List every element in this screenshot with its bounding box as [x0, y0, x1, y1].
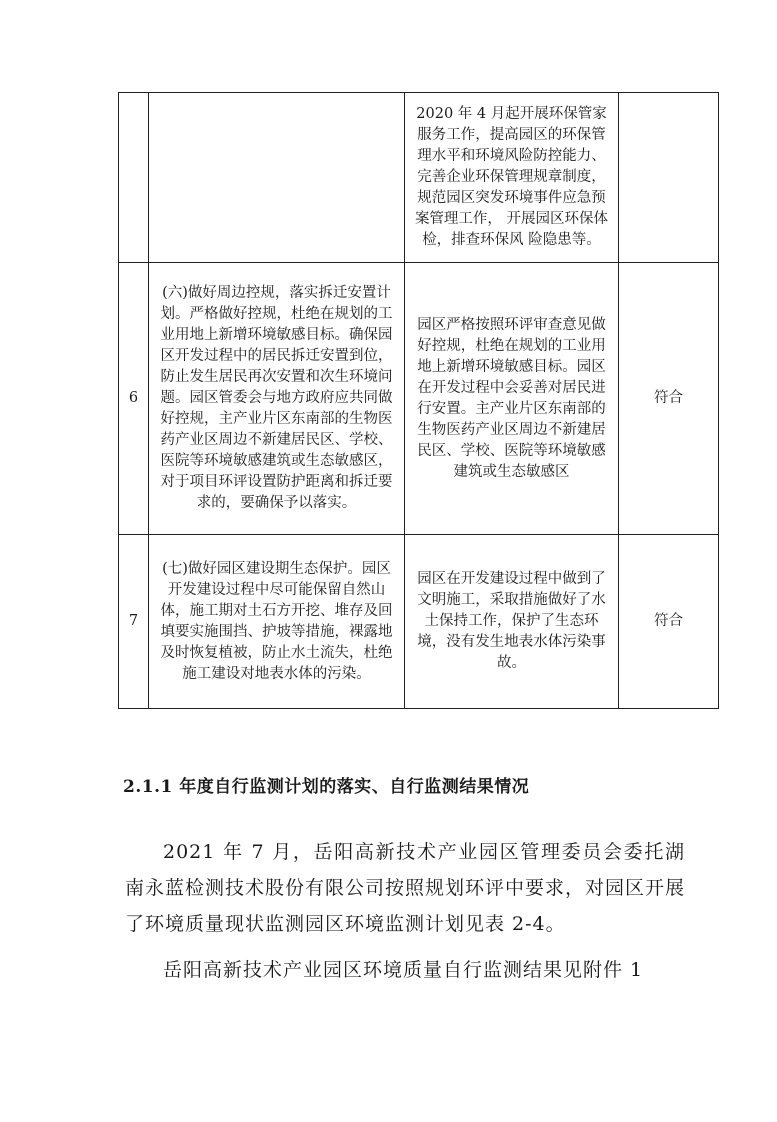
- result-cell: [619, 93, 719, 263]
- table-row: [119, 93, 719, 263]
- result-cell: 符合: [619, 263, 719, 535]
- row-number: 6: [119, 263, 149, 535]
- body-paragraph: 2021 年 7 月，岳阳高新技术产业园区管理委员会委托湖南永蓝检测技术股份有限公司按照规划环评中要求，对园区开展了环境质量现状监测园区环境监测计划见表 2-4。: [125, 841, 686, 935]
- row-number: 7: [119, 535, 149, 709]
- body-paragraph: 岳阳高新技术产业园区环境质量自行监测结果见附件 1: [163, 959, 644, 981]
- implementation-cell: 园区严格按照环评审查意见做好控规，杜绝在规划的工业用地上新增环境敏感目标。园区在开发过程中会妥善对居民进行安置。主产业片区东南部的生物医药产业区周边不新建居民区、学校、医院等环境敏感建筑或生态敏感区: [405, 263, 619, 535]
- section-heading: 2.1.1 年度自行监测计划的落实、自行监测结果情况: [123, 777, 530, 797]
- requirement-cell: (六)做好周边控规，落实拆迁安置计划。严格做好控规，杜绝在规划的工业用地上新增环境敏感目标。确保园区开发过程中的居民拆迁安置到位，防止发生居民再次安置和次生环境问题。园区管委会与地方政府应共同做好控规，主产业片区东南部的生物医药产业区周边不新建居民区、学校、医院等环境敏感建筑或生态敏感区，对于项目环评设置防护距离和拆迁要求的，要确保予以落实。: [149, 263, 405, 535]
- implementation-cell: 园区在开发建设过程中做到了文明施工，采取措施做好了水土保持工作，保护了生态环境，没有发生地表水体污染事故。: [405, 535, 619, 709]
- row-number: [119, 93, 149, 263]
- requirement-cell: (七)做好园区建设期生态保护。园区开发建设过程中尽可能保留自然山体，施工期对土石方开挖、堆存及回填要实施围挡、护坡等措施，裸露地及时恢复植被，防止水土流失，杜绝施工建设对地表水体的污染。: [149, 535, 405, 709]
- implementation-cell: 2020 年 4 月起开展环保管家服务工作，提高园区的环保管理水平和环境风险防控能力、 完善企业环保管理规章制度，规范园区突发环境事件应急预案管理工作， 开展园区环保体检，排查环保风 险隐患等。: [405, 93, 619, 263]
- compliance-table: [118, 92, 719, 709]
- result-cell: 符合: [619, 535, 719, 709]
- table-row: [119, 263, 719, 535]
- requirement-cell: [149, 93, 405, 263]
- table-row: [119, 535, 719, 709]
